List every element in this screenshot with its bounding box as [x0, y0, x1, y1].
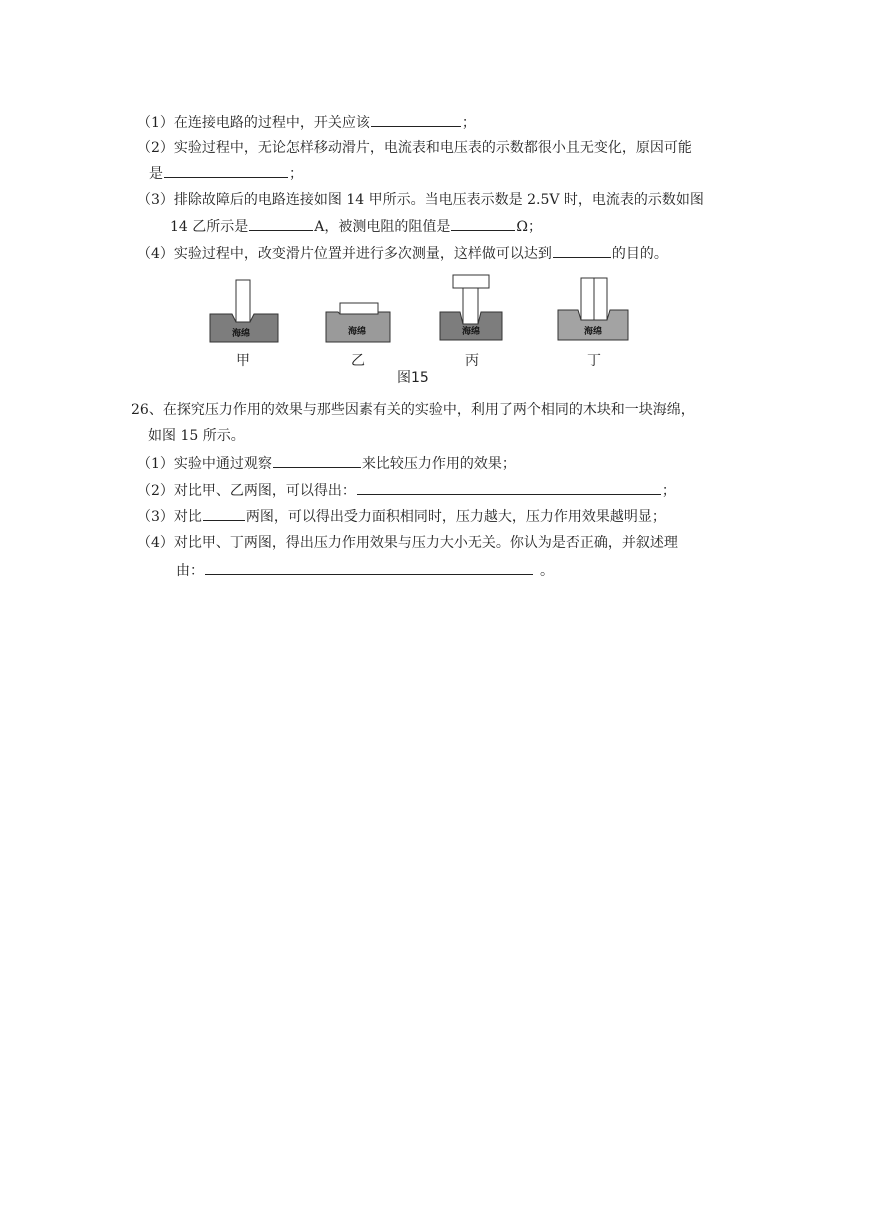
panel-bing — [440, 275, 502, 340]
q25-item-2-cont: 是 ； — [149, 163, 303, 184]
q25-item-4: （4）实验过程中，改变滑片位置并进行多次测量，这样做可以达到 的目的。 — [137, 243, 668, 264]
q26-item-2: （2）对比甲、乙两图，可以得出： ； — [137, 480, 676, 501]
block-ding-left — [581, 278, 594, 320]
q26-item-3: （3）对比 两图，可以得出受力面积相同时，压力越大，压力作用效果越明显； — [137, 506, 666, 527]
answer-blank-1[interactable] — [371, 112, 461, 127]
figure-caption: 图15 — [397, 370, 429, 386]
q26-stem: 26、在探究压力作用的效果与那些因素有关的实验中，利用了两个相同的木块和一块海绵， — [131, 402, 695, 418]
panel-label-ding: 丁 — [587, 353, 601, 369]
panel-jia — [210, 280, 278, 342]
answer-blank-26-2[interactable] — [357, 480, 661, 495]
block-ding-right — [594, 278, 607, 320]
answer-blank-26-3[interactable] — [203, 506, 245, 521]
answer-blank-3a[interactable] — [249, 216, 313, 231]
block-bing-horizontal — [453, 275, 489, 288]
block-bing-vertical — [463, 288, 478, 324]
sponge-label-yi: 海绵 — [348, 327, 367, 337]
answer-blank-26-1[interactable] — [273, 453, 361, 468]
answer-blank-26-4[interactable] — [205, 560, 533, 575]
answer-blank-3b[interactable] — [451, 216, 515, 231]
answer-blank-4[interactable] — [553, 243, 611, 258]
sponge-label-ding: 海绵 — [584, 327, 603, 337]
sponge-label-jia: 海绵 — [232, 329, 251, 339]
answer-blank-2[interactable] — [164, 163, 288, 178]
q26-item-1: （1）实验中通过观察 来比较压力作用的效果； — [137, 453, 516, 474]
q25-item-1: （1）在连接电路的过程中，开关应该 ； — [137, 112, 476, 133]
panel-yi — [326, 303, 390, 342]
block-yi — [340, 303, 378, 314]
q26-stem-cont: 如图 15 所示。 — [148, 428, 245, 444]
sponge-label-bing: 海绵 — [462, 327, 481, 337]
panel-label-bing: 丙 — [465, 353, 479, 369]
q25-item-2: （2）实验过程中，无论怎样移动滑片，电流表和电压表的示数都很小且无变化，原因可能 — [137, 140, 692, 156]
q26-item-4-cont: 由： 。 — [176, 560, 554, 581]
block-jia — [236, 280, 250, 322]
q25-item-3-cont: 14 乙所示是 A，被测电阻的阻值是 Ω； — [170, 216, 542, 237]
q26-item-4: （4）对比甲、丁两图，得出压力作用效果与压力大小无关。你认为是否正确，并叙述理 — [137, 535, 678, 551]
panel-label-yi: 乙 — [351, 353, 365, 369]
q25-item-3: （3）排除故障后的电路连接如图 14 甲所示。当电压表示数是 2.5V 时，电流表的示数如图 — [137, 192, 704, 208]
panel-ding — [558, 278, 628, 340]
panel-label-jia: 甲 — [236, 353, 250, 369]
